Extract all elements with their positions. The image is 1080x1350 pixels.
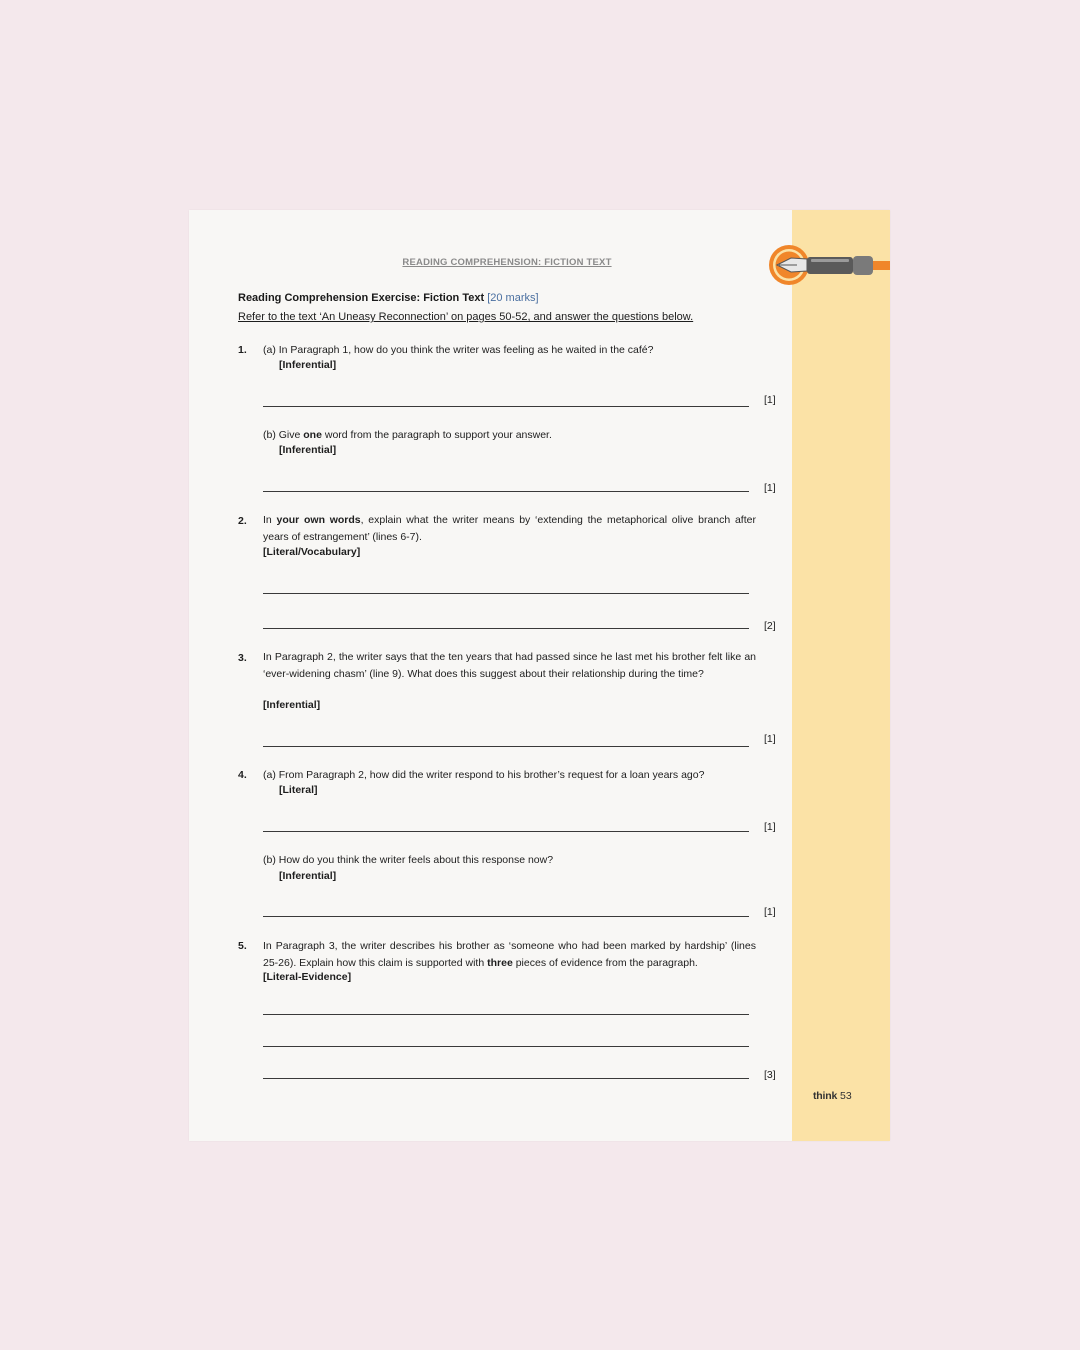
- question-5-mark: [3]: [764, 1069, 776, 1081]
- question-1a-tag: [Inferential]: [279, 359, 337, 371]
- question-5-tag: [Literal-Evidence]: [263, 971, 352, 983]
- answer-line[interactable]: [263, 916, 749, 917]
- question-1b-mark: [1]: [764, 482, 776, 494]
- question-3-text: In Paragraph 2, the writer says that the ten years that had passed since he last met his brother felt like an ‘ever-widening chasm’ (line 9). What does this suggest about their relationship during the time?: [263, 651, 756, 680]
- question-4b-text: (b) How do you think the writer feels about this response now?: [263, 854, 554, 866]
- question-2-text: In your own words, explain what the writer means by ‘extending the metaphorical olive branch after years of estrangement’ (lines 6-7).: [263, 514, 756, 543]
- fountain-pen-icon: [767, 244, 890, 288]
- question-2-mark: [2]: [764, 620, 776, 632]
- question-2-tag: [Literal/Vocabulary]: [263, 546, 361, 558]
- question-3-mark: [1]: [764, 733, 776, 745]
- side-band: [792, 210, 890, 1141]
- page-footer: [813, 1090, 852, 1102]
- question-4a-tag: [Literal]: [279, 784, 318, 796]
- question-3-tag: [Inferential]: [263, 699, 321, 711]
- exercise-title: Reading Comprehension Exercise: Fiction Text: [238, 292, 485, 304]
- answer-line[interactable]: [263, 1014, 749, 1015]
- answer-line[interactable]: [263, 628, 749, 629]
- question-1b-text: (b) Give one word from the paragraph to support your answer.: [263, 429, 552, 441]
- think-logo: think: [813, 1090, 838, 1102]
- answer-line[interactable]: [263, 491, 749, 492]
- question-1b-tag: [Inferential]: [279, 444, 337, 456]
- question-1a-mark: [1]: [764, 394, 776, 406]
- question-4b-tag: [Inferential]: [279, 870, 337, 882]
- answer-line[interactable]: [263, 1078, 749, 1079]
- page-number: 53: [840, 1090, 852, 1102]
- running-header: READING COMPREHENSION: FICTION TEXT: [402, 257, 612, 268]
- question-4a-mark: [1]: [764, 821, 776, 833]
- answer-line[interactable]: [263, 831, 749, 832]
- exercise-instruction: Refer to the text ‘An Uneasy Reconnection’ on pages 50-52, and answer the questions below.: [238, 311, 694, 323]
- answer-line[interactable]: [263, 746, 749, 747]
- question-4b-mark: [1]: [764, 906, 776, 918]
- question-number: 1.: [238, 344, 247, 356]
- question-number: 3.: [238, 652, 247, 664]
- total-marks: [20 marks]: [487, 292, 539, 304]
- question-number: 5.: [238, 940, 247, 952]
- workbook-page: [189, 210, 890, 1141]
- answer-line[interactable]: [263, 406, 749, 407]
- question-4a-text: (a) From Paragraph 2, how did the writer respond to his brother’s request for a loan years ago?: [263, 769, 705, 781]
- question-1a-text: (a) In Paragraph 1, how do you think the writer was feeling as he waited in the café?: [263, 344, 654, 356]
- question-number: 2.: [238, 515, 247, 527]
- question-number: 4.: [238, 769, 247, 781]
- answer-line[interactable]: [263, 593, 749, 594]
- question-5-text: In Paragraph 3, the writer describes his brother as ‘someone who had been marked by hardship’ (lines 25-26). Explain how this claim is supported with three pieces of evidence from the paragraph.: [263, 940, 756, 969]
- answer-line[interactable]: [263, 1046, 749, 1047]
- exercise-title-line: [238, 292, 539, 304]
